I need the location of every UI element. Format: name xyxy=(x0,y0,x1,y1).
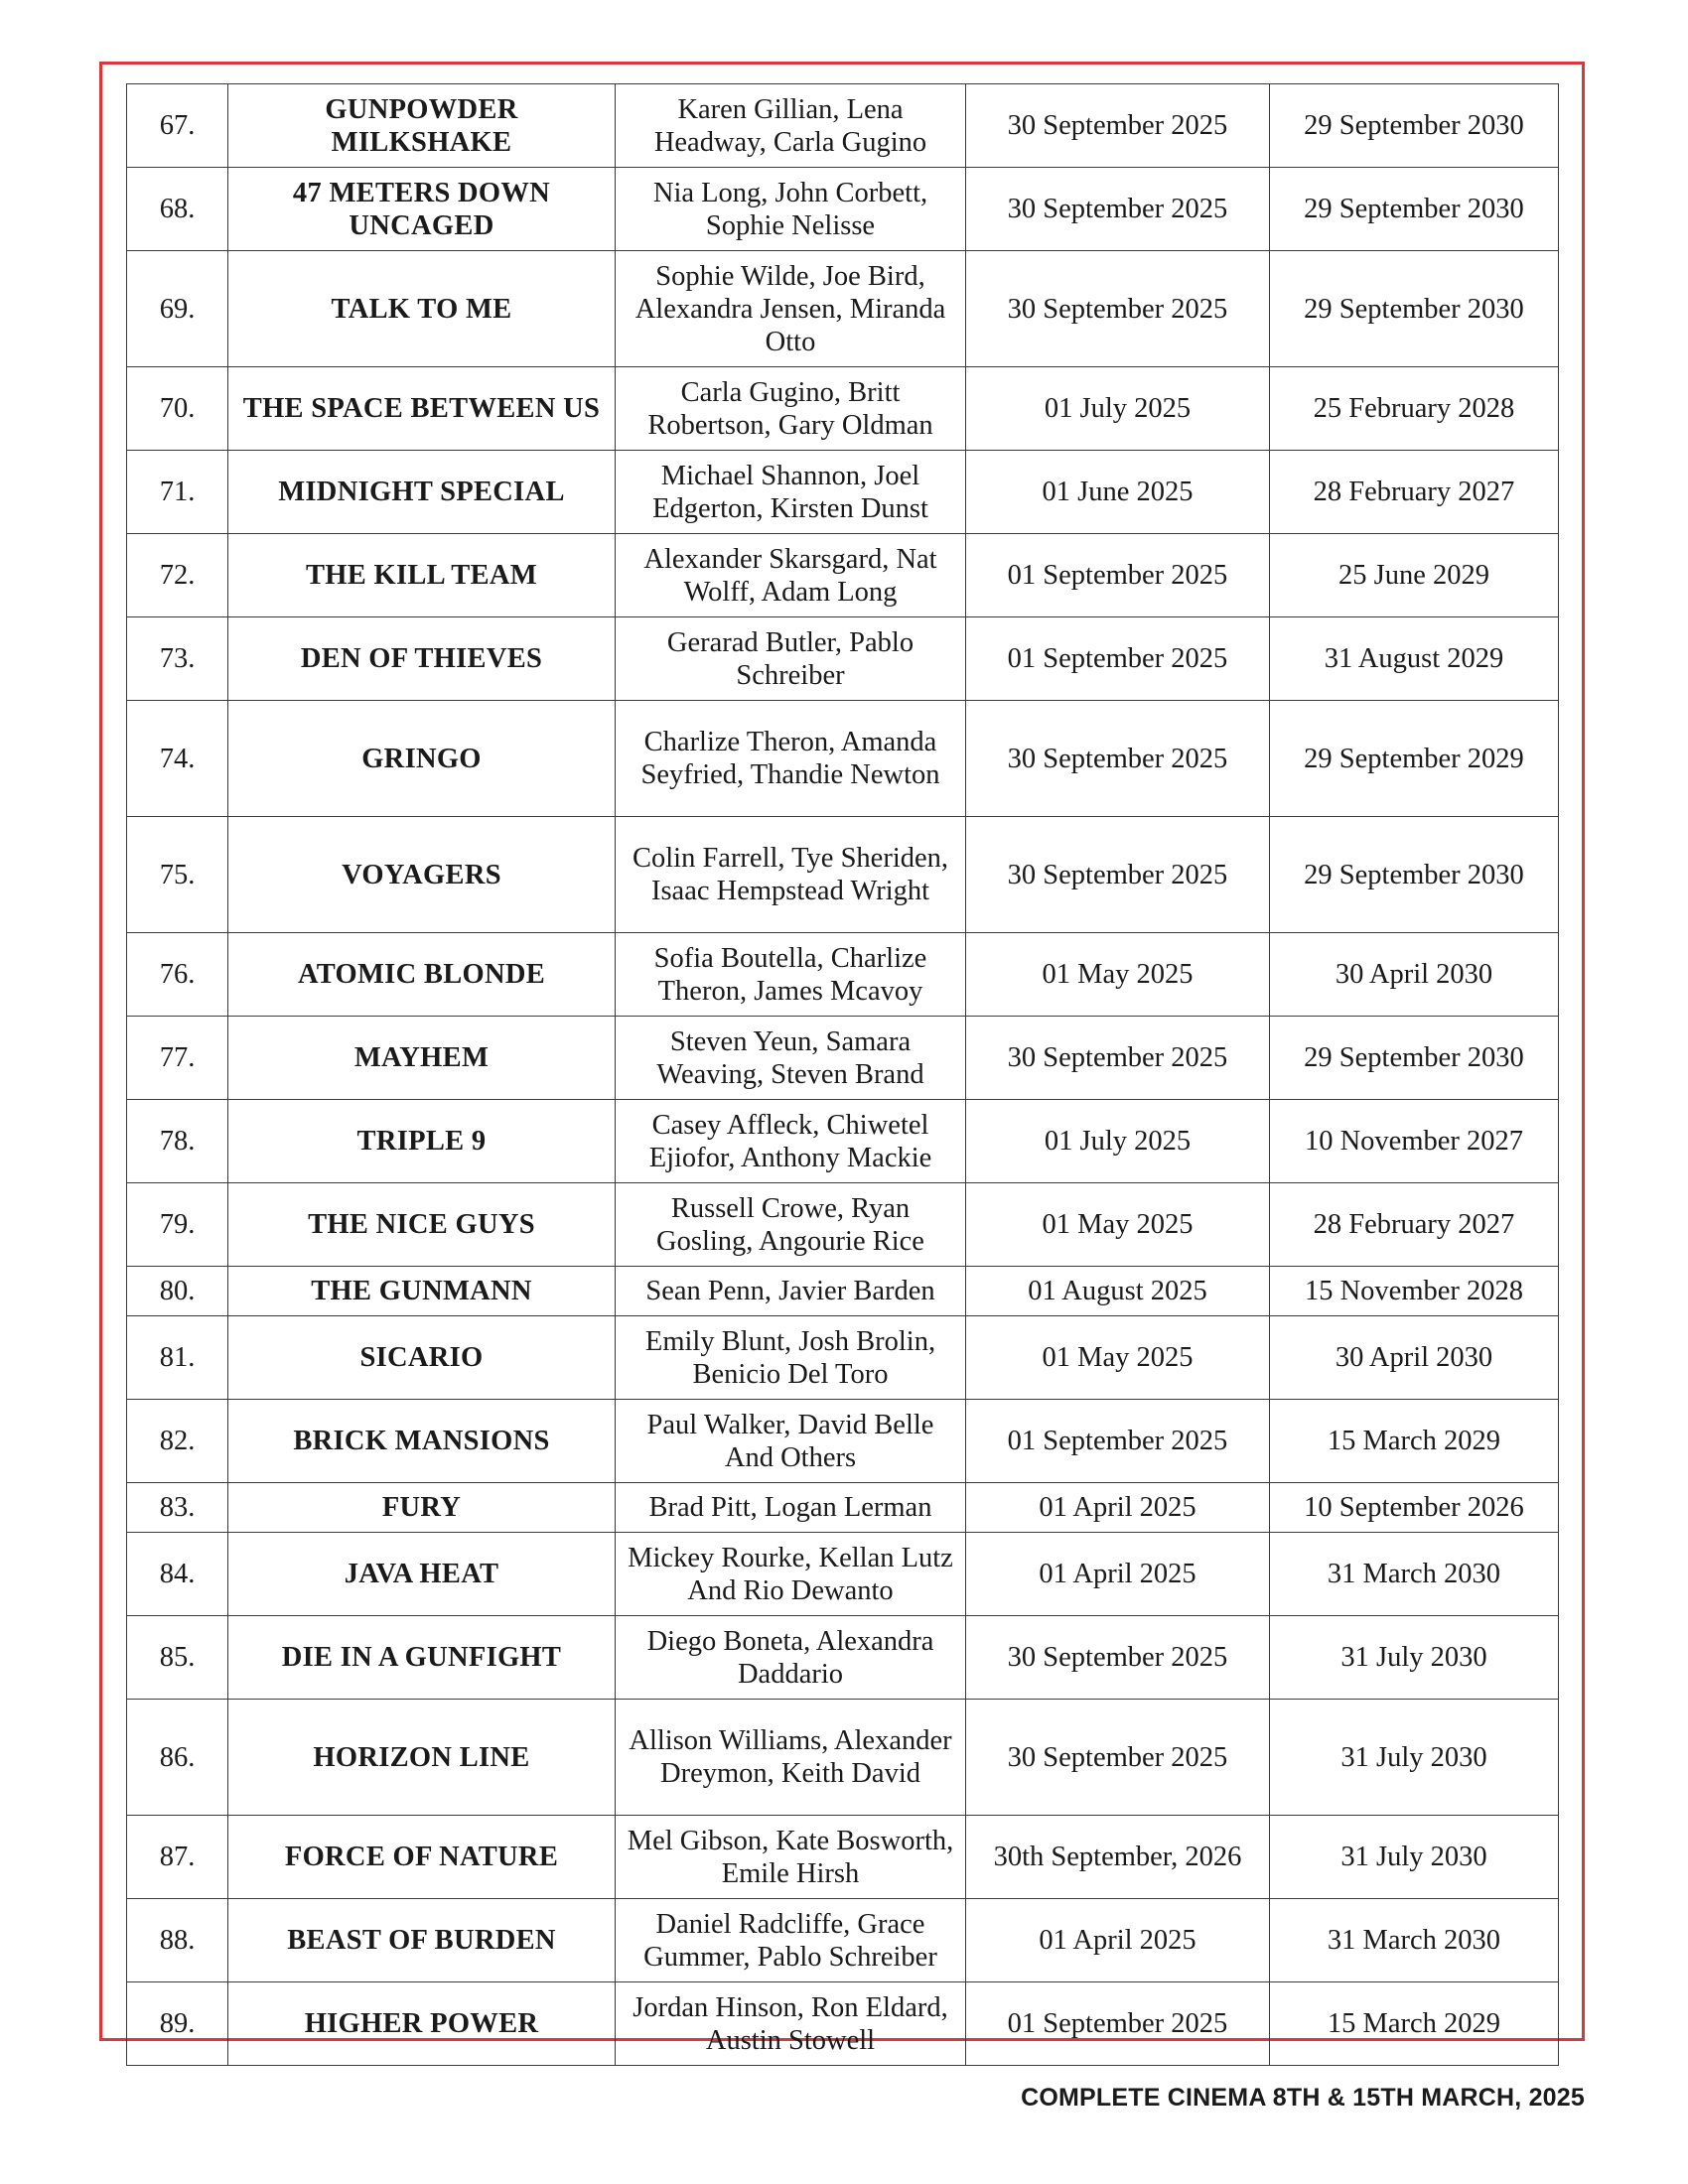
start-date: 01 April 2025 xyxy=(966,1533,1270,1616)
end-date: 31 July 2030 xyxy=(1270,1816,1559,1899)
start-date: 30 September 2025 xyxy=(966,84,1270,168)
film-cast: Carla Gugino, Britt Robertson, Gary Oldman xyxy=(616,367,966,451)
film-title: JAVA HEAT xyxy=(228,1533,616,1616)
end-date: 15 March 2029 xyxy=(1270,1982,1559,2066)
table-row xyxy=(127,451,1559,534)
start-date: 01 July 2025 xyxy=(966,367,1270,451)
table-row xyxy=(127,617,1559,701)
row-number: 89. xyxy=(127,1982,228,2066)
film-cast: Daniel Radcliffe, Grace Gummer, Pablo Schreiber xyxy=(616,1899,966,1982)
page-footer: COMPLETE CINEMA 8TH & 15TH MARCH, 2025 xyxy=(1021,2084,1585,2112)
table-row xyxy=(127,1017,1559,1100)
film-cast: Brad Pitt, Logan Lerman xyxy=(616,1483,966,1533)
film-title: HIGHER POWER xyxy=(228,1982,616,2066)
end-date: 29 September 2029 xyxy=(1270,701,1559,817)
row-number: 83. xyxy=(127,1483,228,1533)
film-cast: Charlize Theron, Amanda Seyfried, Thandie Newton xyxy=(616,701,966,817)
row-number: 82. xyxy=(127,1400,228,1483)
end-date: 10 September 2026 xyxy=(1270,1483,1559,1533)
table-row xyxy=(127,367,1559,451)
end-date: 31 March 2030 xyxy=(1270,1899,1559,1982)
end-date: 29 September 2030 xyxy=(1270,168,1559,251)
film-title: BRICK MANSIONS xyxy=(228,1400,616,1483)
start-date: 01 September 2025 xyxy=(966,1400,1270,1483)
end-date: 31 August 2029 xyxy=(1270,617,1559,701)
table-row xyxy=(127,168,1559,251)
end-date: 28 February 2027 xyxy=(1270,1183,1559,1267)
end-date: 30 April 2030 xyxy=(1270,933,1559,1017)
row-number: 67. xyxy=(127,84,228,168)
end-date: 31 July 2030 xyxy=(1270,1700,1559,1816)
film-cast: Nia Long, John Corbett, Sophie Nelisse xyxy=(616,168,966,251)
film-title: SICARIO xyxy=(228,1316,616,1400)
end-date: 29 September 2030 xyxy=(1270,1017,1559,1100)
table-row xyxy=(127,1899,1559,1982)
end-date: 28 February 2027 xyxy=(1270,451,1559,534)
film-cast: Diego Boneta, Alexandra Daddario xyxy=(616,1616,966,1700)
row-number: 71. xyxy=(127,451,228,534)
film-cast: Emily Blunt, Josh Brolin, Benicio Del Toro xyxy=(616,1316,966,1400)
film-title: TRIPLE 9 xyxy=(228,1100,616,1183)
end-date: 29 September 2030 xyxy=(1270,251,1559,367)
film-cast: Mel Gibson, Kate Bosworth, Emile Hirsh xyxy=(616,1816,966,1899)
table-row xyxy=(127,1316,1559,1400)
film-title: THE GUNMANN xyxy=(228,1267,616,1316)
film-title: THE NICE GUYS xyxy=(228,1183,616,1267)
film-cast: Sophie Wilde, Joe Bird, Alexandra Jensen, Miranda Otto xyxy=(616,251,966,367)
start-date: 01 May 2025 xyxy=(966,1316,1270,1400)
start-date: 30 September 2025 xyxy=(966,1700,1270,1816)
row-number: 69. xyxy=(127,251,228,367)
row-number: 84. xyxy=(127,1533,228,1616)
table-row xyxy=(127,251,1559,367)
start-date: 01 June 2025 xyxy=(966,451,1270,534)
row-number: 77. xyxy=(127,1017,228,1100)
end-date: 31 March 2030 xyxy=(1270,1533,1559,1616)
film-title: THE KILL TEAM xyxy=(228,534,616,617)
film-title: ATOMIC BLONDE xyxy=(228,933,616,1017)
end-date: 31 July 2030 xyxy=(1270,1616,1559,1700)
start-date: 01 April 2025 xyxy=(966,1899,1270,1982)
film-title: DEN OF THIEVES xyxy=(228,617,616,701)
film-title: MAYHEM xyxy=(228,1017,616,1100)
table-row xyxy=(127,1483,1559,1533)
table-row xyxy=(127,1100,1559,1183)
table-row xyxy=(127,1616,1559,1700)
row-number: 72. xyxy=(127,534,228,617)
film-cast: Mickey Rourke, Kellan Lutz And Rio Dewanto xyxy=(616,1533,966,1616)
row-number: 68. xyxy=(127,168,228,251)
film-title: HORIZON LINE xyxy=(228,1700,616,1816)
end-date: 25 February 2028 xyxy=(1270,367,1559,451)
film-cast: Michael Shannon, Joel Edgerton, Kirsten Dunst xyxy=(616,451,966,534)
start-date: 01 September 2025 xyxy=(966,617,1270,701)
film-cast: Paul Walker, David Belle And Others xyxy=(616,1400,966,1483)
row-number: 74. xyxy=(127,701,228,817)
start-date: 01 May 2025 xyxy=(966,1183,1270,1267)
film-title: VOYAGERS xyxy=(228,817,616,933)
film-title: FURY xyxy=(228,1483,616,1533)
row-number: 85. xyxy=(127,1616,228,1700)
row-number: 75. xyxy=(127,817,228,933)
start-date: 30 September 2025 xyxy=(966,701,1270,817)
film-rights-table xyxy=(126,83,1559,2066)
row-number: 73. xyxy=(127,617,228,701)
table-row xyxy=(127,84,1559,168)
end-date: 29 September 2030 xyxy=(1270,84,1559,168)
end-date: 25 June 2029 xyxy=(1270,534,1559,617)
film-title: GUNPOWDER MILKSHAKE xyxy=(228,84,616,168)
table-row xyxy=(127,1816,1559,1899)
start-date: 30 September 2025 xyxy=(966,1017,1270,1100)
film-title: GRINGO xyxy=(228,701,616,817)
film-cast: Russell Crowe, Ryan Gosling, Angourie Rice xyxy=(616,1183,966,1267)
film-cast: Casey Affleck, Chiwetel Ejiofor, Anthony Mackie xyxy=(616,1100,966,1183)
start-date: 01 August 2025 xyxy=(966,1267,1270,1316)
start-date: 01 May 2025 xyxy=(966,933,1270,1017)
table-row xyxy=(127,1982,1559,2066)
start-date: 01 July 2025 xyxy=(966,1100,1270,1183)
row-number: 88. xyxy=(127,1899,228,1982)
film-title: THE SPACE BETWEEN US xyxy=(228,367,616,451)
end-date: 15 March 2029 xyxy=(1270,1400,1559,1483)
film-cast: Allison Williams, Alexander Dreymon, Keith David xyxy=(616,1700,966,1816)
table-row xyxy=(127,817,1559,933)
start-date: 01 April 2025 xyxy=(966,1483,1270,1533)
end-date: 10 November 2027 xyxy=(1270,1100,1559,1183)
film-cast: Karen Gillian, Lena Headway, Carla Gugino xyxy=(616,84,966,168)
start-date: 30 September 2025 xyxy=(966,1616,1270,1700)
start-date: 30th September, 2026 xyxy=(966,1816,1270,1899)
start-date: 30 September 2025 xyxy=(966,168,1270,251)
film-cast: Alexander Skarsgard, Nat Wolff, Adam Long xyxy=(616,534,966,617)
end-date: 30 April 2030 xyxy=(1270,1316,1559,1400)
film-cast: Colin Farrell, Tye Sheriden, Isaac Hempstead Wright xyxy=(616,817,966,933)
row-number: 70. xyxy=(127,367,228,451)
row-number: 86. xyxy=(127,1700,228,1816)
row-number: 80. xyxy=(127,1267,228,1316)
start-date: 01 September 2025 xyxy=(966,534,1270,617)
film-title: TALK TO ME xyxy=(228,251,616,367)
film-cast: Gerarad Butler, Pablo Schreiber xyxy=(616,617,966,701)
start-date: 30 September 2025 xyxy=(966,817,1270,933)
film-title: BEAST OF BURDEN xyxy=(228,1899,616,1982)
row-number: 78. xyxy=(127,1100,228,1183)
table-row xyxy=(127,1400,1559,1483)
start-date: 30 September 2025 xyxy=(966,251,1270,367)
film-title: FORCE OF NATURE xyxy=(228,1816,616,1899)
film-title: DIE IN A GUNFIGHT xyxy=(228,1616,616,1700)
table-row xyxy=(127,1267,1559,1316)
table-row xyxy=(127,701,1559,817)
film-cast: Jordan Hinson, Ron Eldard, Austin Stowell xyxy=(616,1982,966,2066)
table-row xyxy=(127,1700,1559,1816)
film-title: MIDNIGHT SPECIAL xyxy=(228,451,616,534)
row-number: 79. xyxy=(127,1183,228,1267)
start-date: 01 September 2025 xyxy=(966,1982,1270,2066)
end-date: 15 November 2028 xyxy=(1270,1267,1559,1316)
end-date: 29 September 2030 xyxy=(1270,817,1559,933)
film-title: 47 METERS DOWN UNCAGED xyxy=(228,168,616,251)
film-cast: Sofia Boutella, Charlize Theron, James Mcavoy xyxy=(616,933,966,1017)
film-cast: Steven Yeun, Samara Weaving, Steven Brand xyxy=(616,1017,966,1100)
table-row xyxy=(127,1183,1559,1267)
table-row xyxy=(127,534,1559,617)
table-row xyxy=(127,933,1559,1017)
row-number: 76. xyxy=(127,933,228,1017)
row-number: 81. xyxy=(127,1316,228,1400)
film-cast: Sean Penn, Javier Barden xyxy=(616,1267,966,1316)
row-number: 87. xyxy=(127,1816,228,1899)
table-row xyxy=(127,1533,1559,1616)
